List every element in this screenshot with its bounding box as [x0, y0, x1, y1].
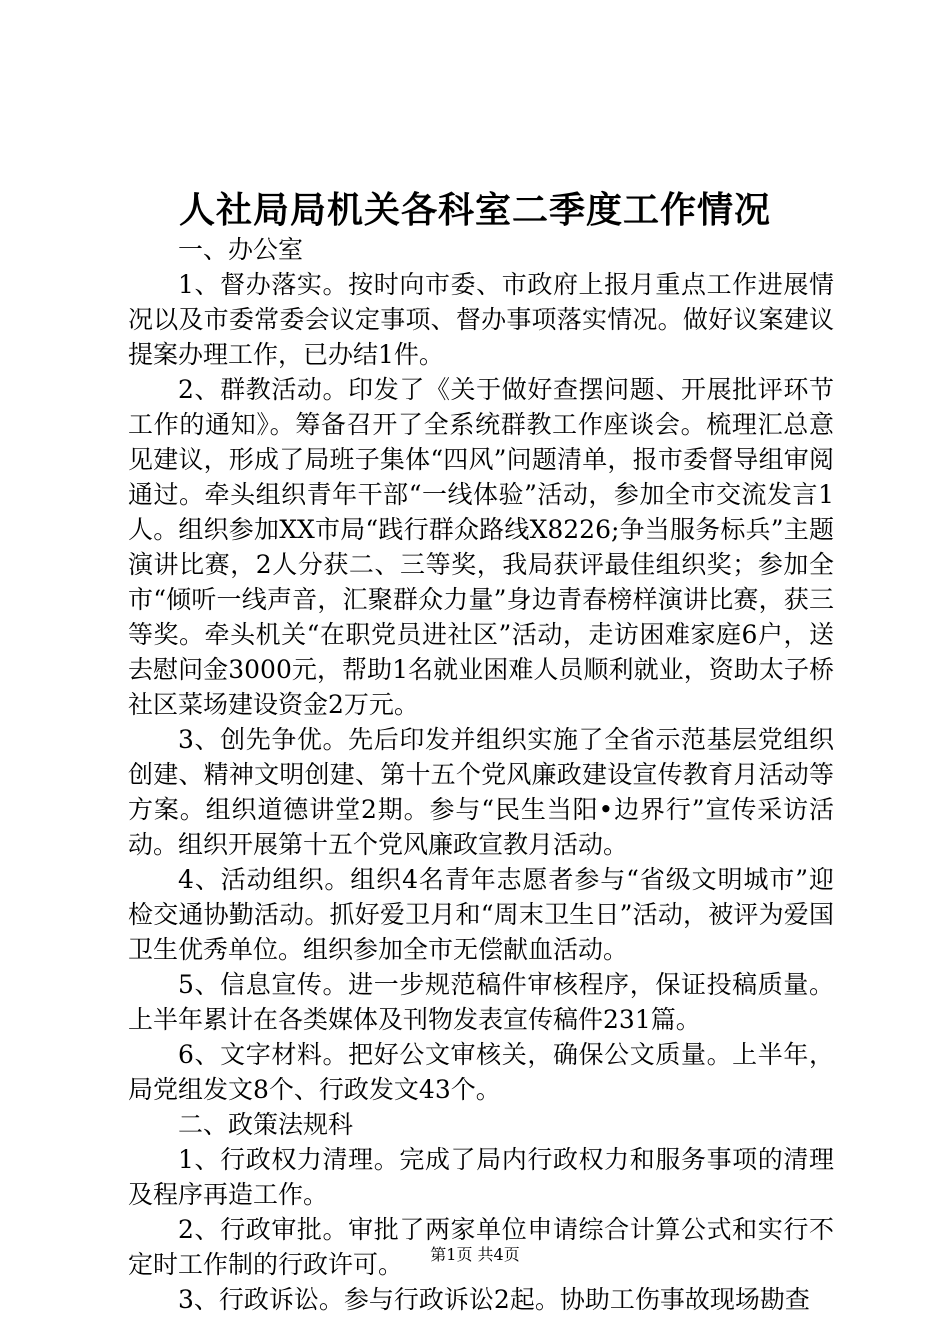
- page-number-footer: 第1页 共4页: [430, 1245, 520, 1264]
- paragraph-litigation: 3、行政诉讼。参与行政诉讼2起。协助工伤事故现场勘查: [178, 1285, 810, 1314]
- section-heading-policy: 二、政策法规科: [178, 1110, 354, 1139]
- document-body: [128, 232, 834, 1317]
- document-title: 人社局局机关各科室二季度工作情况: [178, 189, 771, 231]
- paragraph-activities: 4、活动组织。组织4名青年志愿者参与“省级文明城市”迎检交通协勤活动。抓好爱卫月和“周末卫生日”活动，被评为爱国卫生优秀单位。组织参加全市无偿献血活动。: [128, 865, 834, 964]
- paragraph-supervision: 1、督办落实。按时向市委、市政府上报月重点工作进展情况以及市委常委会议定事项、督办事项落实情况。做好议案建议提案办理工作，已办结1件。: [128, 270, 834, 369]
- paragraph-mass-education: 2、群教活动。印发了《关于做好查摆问题、开展批评环节工作的通知》。筹备召开了全系统群教工作座谈会。梳理汇总意见建议，形成了局班子集体“四风”问题清单，报市委督导组审阅通过。牵头组织青年干部“一线体验”活动，参加全市交流发言1人。组织参加XX市局“践行群众路线X8226;争当服务标兵”主题演讲比赛，2人分获二、三等奖，我局获评最佳组织奖；参加全市“倾听一线声音，汇聚群众力量”身边青春榜样演讲比赛，获三等奖。牵头机关“在职党员进社区”活动，走访困难家庭6户，送去慰问金3000元，帮助1名就业困难人员顺利就业，资助太子桥社区菜场建设资金2万元。: [128, 375, 834, 719]
- section-heading-office: 一、办公室: [178, 235, 304, 264]
- paragraph-excellence: 3、创先争优。先后印发并组织实施了全省示范基层党组织创建、精神文明创建、第十五个党风廉政建设宣传教育月活动等方案。组织道德讲堂2期。参与“民生当阳•边界行”宣传采访活动。组织开展第十五个党风廉政宣教月活动。: [128, 725, 834, 859]
- paragraph-approval: 2、行政审批。审批了两家单位申请综合计算公式和实行不定时工作制的行政许可。: [128, 1215, 834, 1279]
- paragraph-power-review: 1、行政权力清理。完成了局内行政权力和服务事项的清理及程序再造工作。: [128, 1145, 834, 1209]
- paragraph-publicity: 5、信息宣传。进一步规范稿件审核程序，保证投稿质量。上半年累计在各类媒体及刊物发表宣传稿件231篇。: [128, 970, 834, 1034]
- paragraph-documents: 6、文字材料。把好公文审核关，确保公文质量。上半年，局党组发文8个、行政发文43个。: [128, 1040, 834, 1104]
